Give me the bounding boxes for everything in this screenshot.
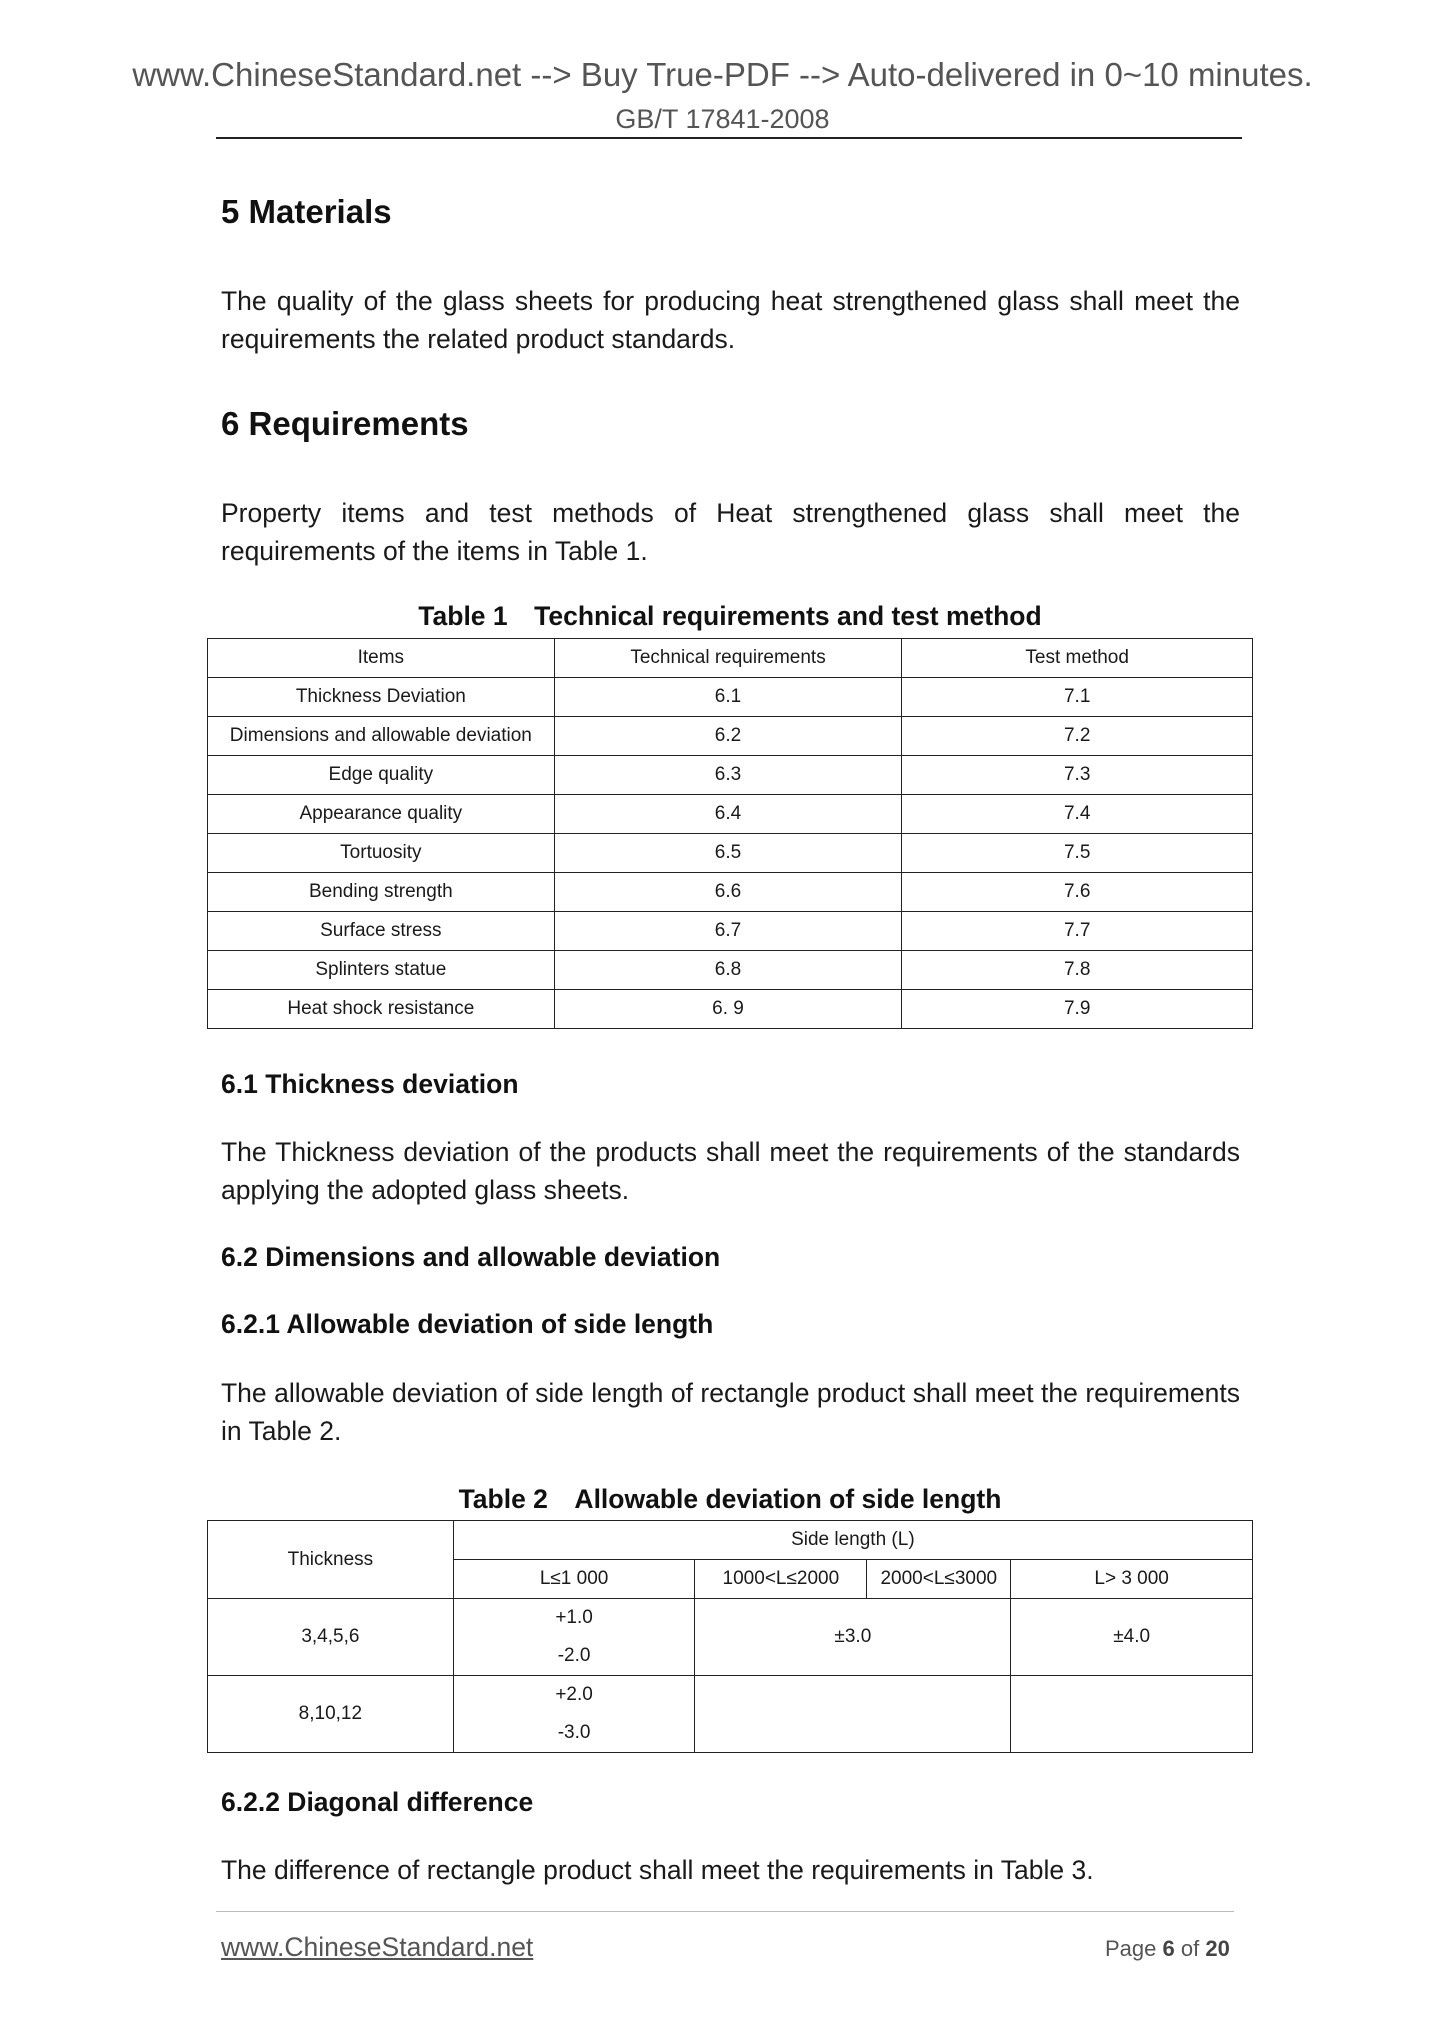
minus-tolerance: -3.0 xyxy=(557,1722,591,1743)
section-5-text: The quality of the glass sheets for producing heat strengthened glass shall meet the requirements the related product standards. xyxy=(221,286,1240,354)
method-cell: 7.1 xyxy=(902,678,1253,717)
plus-tolerance: +1.0 xyxy=(555,1607,593,1628)
header-cell: L> 3 000 xyxy=(1011,1560,1253,1599)
table-1 xyxy=(207,638,1253,1029)
table-row xyxy=(208,1599,1253,1676)
item-cell: Thickness Deviation xyxy=(208,678,555,717)
section-6-2-2-title: 6.2.2 Diagonal difference xyxy=(221,1787,534,1817)
footer-site-link[interactable]: www.ChineseStandard.net xyxy=(221,1932,534,1962)
tolerance-cell xyxy=(695,1676,1011,1753)
requirement-cell: 6.7 xyxy=(554,912,902,951)
item-cell: Tortuosity xyxy=(208,834,555,873)
section-6-2-2-text: The difference of rectangle product shall meet the requirements in Table 3. xyxy=(221,1855,1094,1885)
requirement-cell: 6. 9 xyxy=(554,990,902,1029)
header-cell: Items xyxy=(208,639,555,678)
item-cell: Edge quality xyxy=(208,756,555,795)
requirement-cell: 6.8 xyxy=(554,951,902,990)
table-2-caption: Table 2 Allowable deviation of side length xyxy=(458,1484,1002,1514)
table-row xyxy=(208,834,1253,873)
tolerance-cell xyxy=(453,1599,695,1676)
item-cell: Splinters statue xyxy=(208,951,555,990)
section-6-1-text: The Thickness deviation of the products shall meet the requirements of the standards applying the adopted glass sheets. xyxy=(221,1137,1240,1205)
method-cell: 7.2 xyxy=(902,717,1253,756)
table-2 xyxy=(207,1520,1253,1753)
header-cell: 1000<L≤2000 xyxy=(695,1560,867,1599)
method-cell: 7.6 xyxy=(902,873,1253,912)
table-row xyxy=(208,951,1253,990)
header-divider xyxy=(216,137,1242,139)
table-row xyxy=(208,756,1253,795)
table-header-row xyxy=(208,1521,1253,1560)
section-6-2-title: 6.2 Dimensions and allowable deviation xyxy=(221,1242,721,1272)
of-label: of xyxy=(1180,1936,1200,1961)
header-banner: www.ChineseStandard.net --> Buy True-PDF --> Auto-delivered in 0~10 minutes. xyxy=(132,56,1313,93)
table-row xyxy=(208,678,1253,717)
requirement-cell: 6.2 xyxy=(554,717,902,756)
item-cell: Appearance quality xyxy=(208,795,555,834)
section-6-2-1-title: 6.2.1 Allowable deviation of side length xyxy=(221,1309,714,1339)
section-6-text: Property items and test methods of Heat strengthened glass shall meet the requirements of the items in Table 1. xyxy=(221,498,1240,566)
section-6-1-title: 6.1 Thickness deviation xyxy=(221,1069,519,1099)
table-header-row xyxy=(208,639,1253,678)
tolerance-cell: ±4.0 xyxy=(1011,1599,1253,1676)
footer-divider xyxy=(216,1911,1234,1912)
requirement-cell: 6.3 xyxy=(554,756,902,795)
requirement-cell: 6.6 xyxy=(554,873,902,912)
requirement-cell: 6.1 xyxy=(554,678,902,717)
method-cell: 7.5 xyxy=(902,834,1253,873)
method-cell: 7.3 xyxy=(902,756,1253,795)
header-cell: L≤1 000 xyxy=(453,1560,695,1599)
table-row xyxy=(208,1676,1253,1753)
requirement-cell: 6.4 xyxy=(554,795,902,834)
method-cell: 7.7 xyxy=(902,912,1253,951)
tolerance-cell xyxy=(453,1676,695,1753)
minus-tolerance: -2.0 xyxy=(557,1645,591,1666)
thickness-cell: 8,10,12 xyxy=(208,1676,454,1753)
table-row xyxy=(208,795,1253,834)
item-cell: Dimensions and allowable deviation xyxy=(208,717,555,756)
item-cell: Bending strength xyxy=(208,873,555,912)
header-cell: Technical requirements xyxy=(554,639,902,678)
table-row xyxy=(208,873,1253,912)
section-6-2-1-text: The allowable deviation of side length of rectangle product shall meet the requirements in Table 2. xyxy=(221,1378,1240,1446)
requirement-cell: 6.5 xyxy=(554,834,902,873)
thickness-cell: 3,4,5,6 xyxy=(208,1599,454,1676)
section-5-title: 5 Materials xyxy=(221,193,392,230)
side-length-header: Side length (L) xyxy=(453,1521,1252,1560)
tolerance-cell: ±3.0 xyxy=(695,1599,1011,1676)
tolerance-cell xyxy=(1011,1676,1253,1753)
header-cell: 2000<L≤3000 xyxy=(867,1560,1011,1599)
page-label: Page xyxy=(1105,1936,1157,1961)
page-indicator xyxy=(1105,1936,1230,1962)
plus-tolerance: +2.0 xyxy=(555,1684,593,1705)
item-cell: Surface stress xyxy=(208,912,555,951)
header-cell: Test method xyxy=(902,639,1253,678)
table-row xyxy=(208,717,1253,756)
method-cell: 7.9 xyxy=(902,990,1253,1029)
table-1-caption: Table 1 Technical requirements and test method xyxy=(418,601,1042,631)
section-6-title: 6 Requirements xyxy=(221,405,469,442)
thickness-header: Thickness xyxy=(208,1521,454,1599)
method-cell: 7.4 xyxy=(902,795,1253,834)
table-row xyxy=(208,990,1253,1029)
item-cell: Heat shock resistance xyxy=(208,990,555,1029)
method-cell: 7.8 xyxy=(902,951,1253,990)
page-total: 20 xyxy=(1205,1936,1230,1961)
standard-code: GB/T 17841-2008 xyxy=(615,104,830,134)
page-number: 6 xyxy=(1162,1936,1175,1961)
table-row xyxy=(208,912,1253,951)
